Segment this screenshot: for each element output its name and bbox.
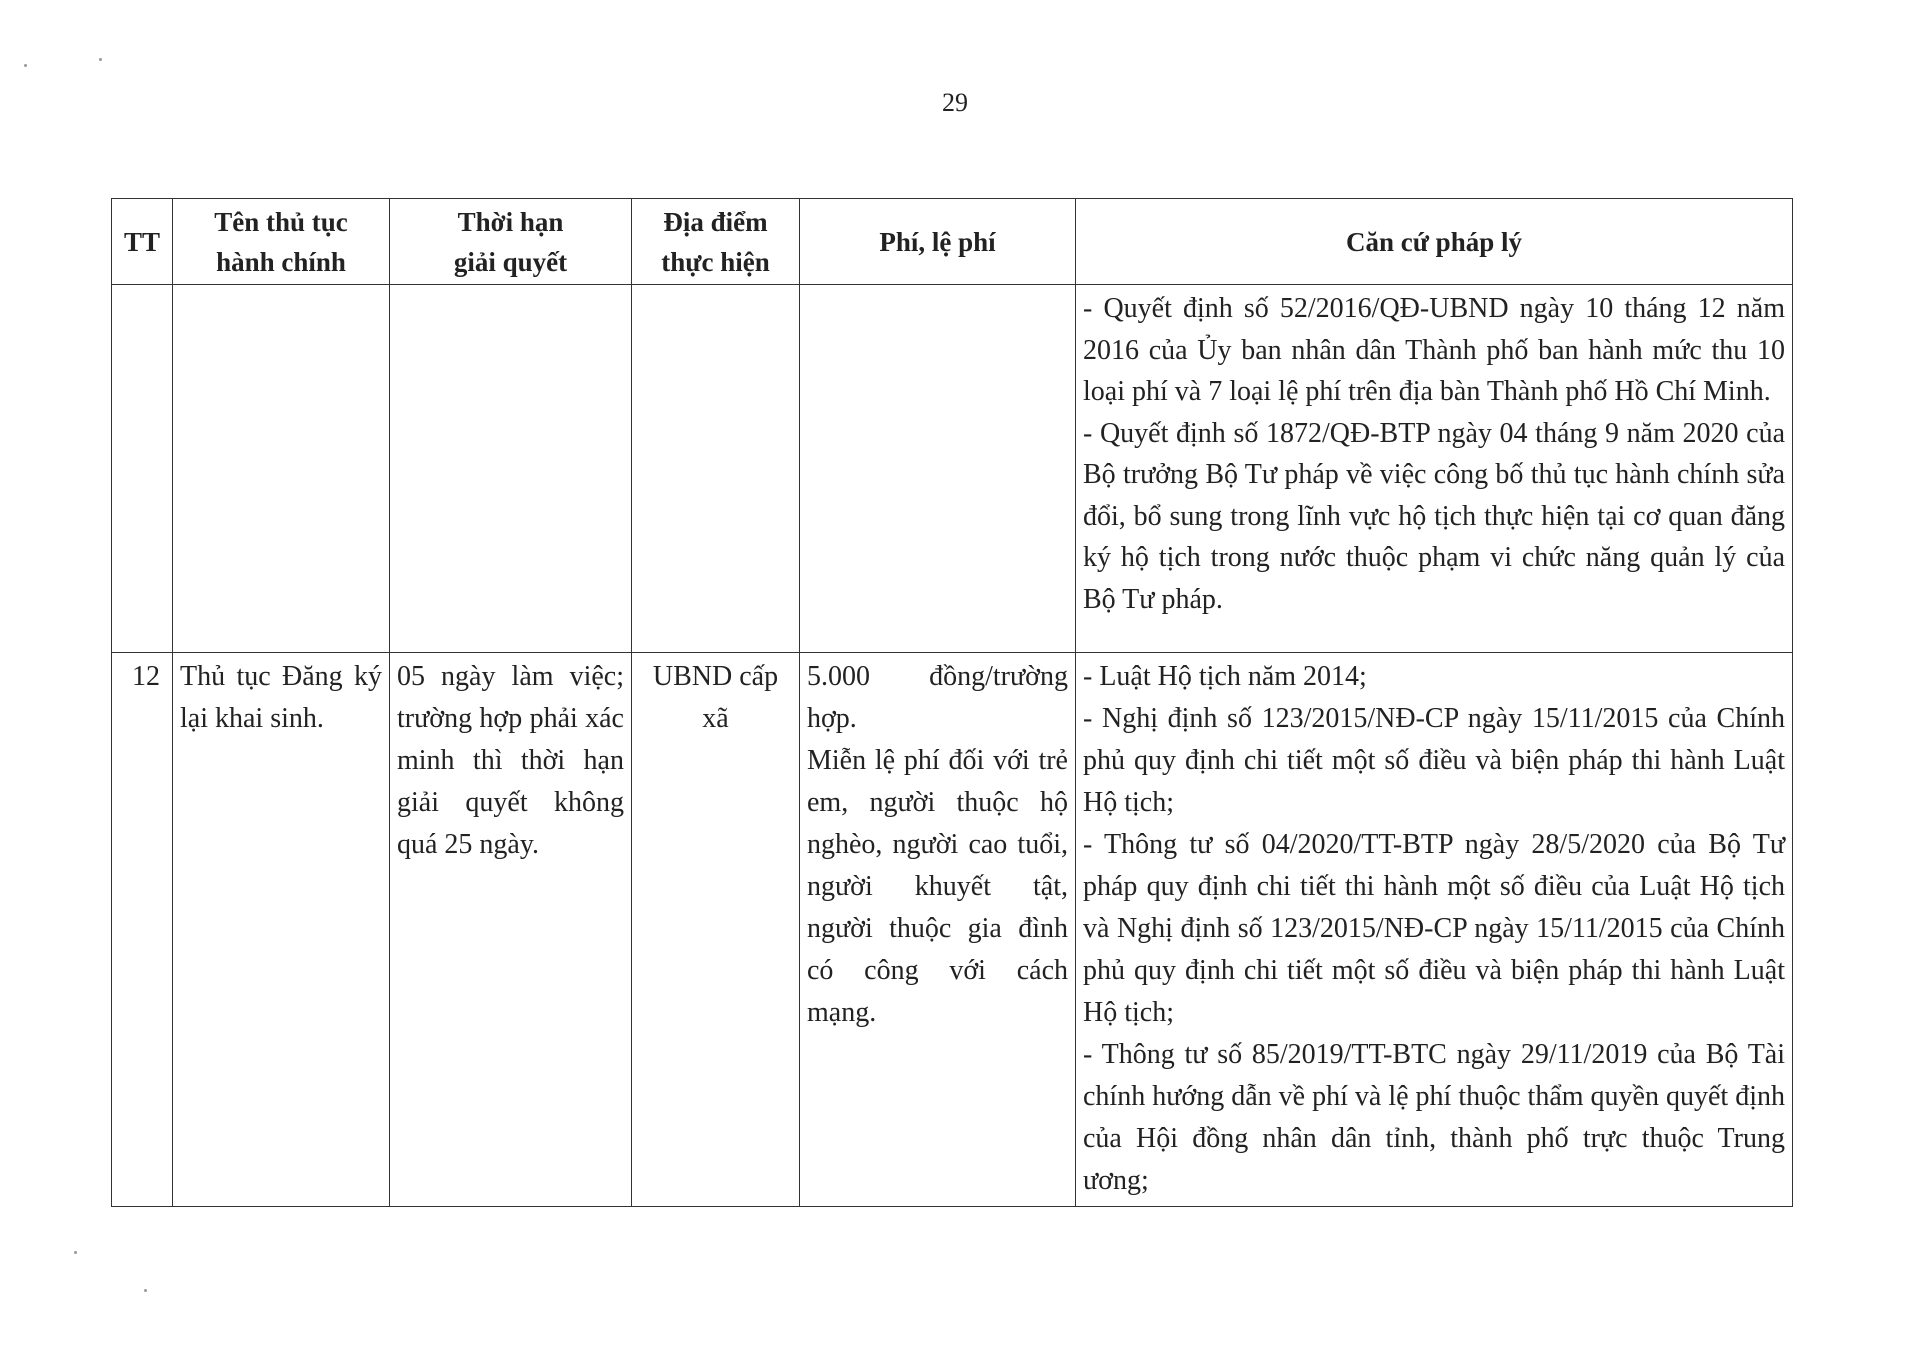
cell-procedure-name (173, 285, 390, 653)
cell-legal-basis (1076, 285, 1793, 653)
cell-location: UBND cấp xã (632, 653, 800, 1207)
legal-item: - Thông tư số 04/2020/TT-BTP ngày 28/5/2020 của Bộ Tư pháp quy định chi tiết thi hành một số điều của Luật Hộ tịch và Nghị định số 123/2015/NĐ-CP ngày 15/11/2015 của Chính phủ quy định chi tiết một số điều và biện pháp thi hành Luật Hộ tịch; (1083, 829, 1785, 1028)
cell-legal-basis (1076, 653, 1793, 1207)
table-row (112, 653, 1793, 1207)
legal-item: - Nghị định số 123/2015/NĐ-CP ngày 15/11/2015 của Chính phủ quy định chi tiết một số điều và biện pháp thi hành Luật Hộ tịch; (1083, 703, 1785, 818)
header-procedure-name: Tên thủ tục hành chính (173, 199, 390, 285)
header-deadline: Thời hạn giải quyết (390, 199, 632, 285)
header-tt: TT (112, 199, 173, 285)
scan-speck (99, 58, 102, 61)
cell-fee (800, 653, 1076, 1207)
scan-speck (144, 1289, 147, 1292)
scan-speck (74, 1251, 77, 1254)
header-fee: Phí, lệ phí (800, 199, 1076, 285)
cell-deadline: 05 ngày làm việc; trường hợp phải xác minh thì thời hạn giải quyết không quá 25 ngày. (390, 653, 632, 1207)
cell-deadline (390, 285, 632, 653)
legal-item: - Thông tư số 85/2019/TT-BTC ngày 29/11/2019 của Bộ Tài chính hướng dẫn về phí và lệ phí thuộc thẩm quyền quyết định của Hội đồng nhân dân tỉnh, thành phố trực thuộc Trung ương; (1083, 1039, 1785, 1196)
scan-speck (24, 64, 27, 67)
legal-item: - Luật Hộ tịch năm 2014; (1083, 661, 1367, 692)
procedures-table (111, 198, 1793, 1207)
table-header-row (112, 199, 1793, 285)
cell-procedure-name: Thủ tục Đăng ký lại khai sinh. (173, 653, 390, 1207)
legal-item: - Quyết định số 1872/QĐ-BTP ngày 04 tháng 9 năm 2020 của Bộ trưởng Bộ Tư pháp về việc công bố thủ tục hành chính sửa đổi, bổ sung trong lĩnh vực hộ tịch thực hiện tại cơ quan đăng ký hộ tịch trong nước thuộc phạm vi chức năng quản lý của Bộ Tư pháp. (1083, 417, 1785, 615)
fee-exemption: Miễn lệ phí đối với trẻ em, người thuộc hộ nghèo, người cao tuổi, người khuyết tật, người thuộc gia đình có công với cách mạng. (807, 745, 1068, 1028)
legal-item: - Quyết định số 52/2016/QĐ-UBND ngày 10 tháng 12 năm 2016 của Ủy ban nhân dân Thành phố ban hành mức thu 10 loại phí và 7 loại lệ phí trên địa bàn Thành phố Hồ Chí Minh. (1083, 293, 1785, 407)
page-number: 29 (942, 88, 968, 117)
header-location: Địa điểm thực hiện (632, 199, 800, 285)
header-legal-basis: Căn cứ pháp lý (1076, 199, 1793, 285)
cell-fee (800, 285, 1076, 653)
cell-tt (112, 285, 173, 653)
fee-amount: 5.000 đồng/trường hợp. (807, 661, 1068, 734)
cell-location (632, 285, 800, 653)
table-row (112, 285, 1793, 653)
cell-tt: 12 (112, 653, 173, 1207)
